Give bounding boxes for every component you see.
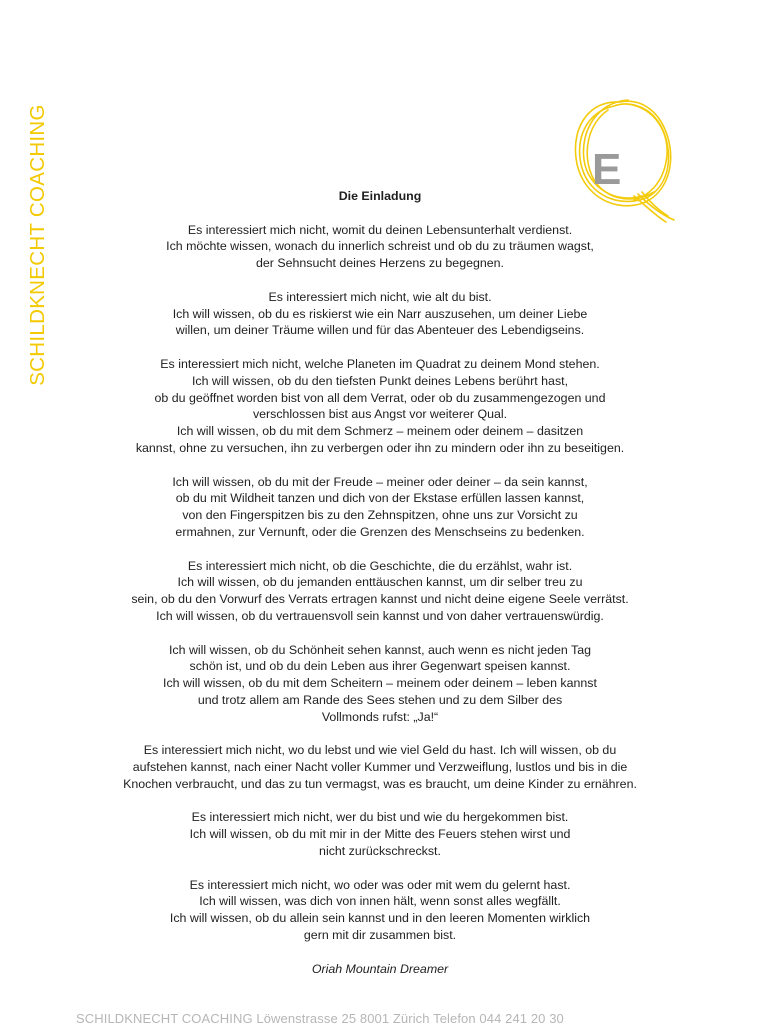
poem-line: Ich will wissen, ob du mit dem Schmerz – meinem oder deinem – dasitzen <box>176 424 584 439</box>
poem-author: Oriah Mountain Dreamer <box>311 961 449 976</box>
poem-stanza <box>100 222 660 272</box>
poem-stanzas <box>100 222 660 944</box>
poem-line: Ich will wissen, ob du vertrauensvoll sein kannst und von daher vertrauenswürdig. <box>156 608 604 623</box>
poem-line: ob du geöffnet worden bist von all dem Verrat, oder ob du zusammengezogen und <box>154 390 606 405</box>
poem-line: verschlossen bist aus Angst vor weiterer Qual. <box>252 407 508 422</box>
poem-line: ermahnen, zur Vernunft, oder die Grenzen des Menschseins zu bedenken. <box>175 524 585 539</box>
poem-line: Vollmonds rufst: „Ja!“ <box>321 709 439 724</box>
poem-line: nicht zurückschreckst. <box>319 844 441 859</box>
poem-line: Ich will wissen, ob du mit dem Scheitern – meinem oder deinem – leben kannst <box>163 676 597 691</box>
poem-line: von den Fingerspitzen bis zu den Zehnspitzen, ohne uns zur Vorsicht zu <box>182 508 578 523</box>
poem-stanza <box>100 742 660 792</box>
poem-line: Ich will wissen, ob du allein sein kannst und in den leeren Momenten wirklich <box>169 911 591 926</box>
logo-letter: E <box>592 145 622 194</box>
poem-line: aufstehen kannst, nach einer Nacht voller Kummer und Verzweiflung, lustlos und bis in die <box>132 760 628 775</box>
poem-line: Ich will wissen, ob du jemanden enttäuschen kannst, um dir selber treu zu <box>177 575 583 590</box>
poem-title: Die Einladung <box>338 189 422 203</box>
poem-line: Es interessiert mich nicht, wo oder was oder mit wem du gelernt hast. <box>189 877 571 892</box>
poem-stanza <box>100 474 660 541</box>
poem-line: Knochen verbraucht, und das zu tun vermagst, was es braucht, um deine Kinder zu ernähren. <box>123 776 637 791</box>
poem-stanza <box>100 289 660 339</box>
poem-line: schön ist, und ob du dein Leben aus ihrer Gegenwart speisen kannst. <box>189 659 571 674</box>
poem-line: willen, um deiner Träume willen und für das Abenteuer des Lebendigseins. <box>175 323 585 338</box>
poem-line: Es interessiert mich nicht, ob die Geschichte, die du erzählst, wahr ist. <box>187 558 573 573</box>
poem-line: der Sehnsucht deines Herzens zu begegnen. <box>256 256 504 271</box>
poem-line: ob du mit Wildheit tanzen und dich von der Ekstase erfüllen lassen kannst, <box>175 491 585 506</box>
poem-line: und trotz allem am Rande des Sees stehen und zu dem Silber des <box>197 692 563 707</box>
poem-line: kannst, ohne zu versuchen, ihn zu verbergen oder ihn zu mindern oder ihn zu beseitigen. <box>135 440 625 455</box>
side-brand-text: SCHILDKNECHT COACHING <box>26 104 49 386</box>
poem-line: Ich will wissen, ob du den tiefsten Punkt deines Lebens berührt hast, <box>191 373 569 388</box>
poem <box>100 188 660 977</box>
poem-stanza <box>100 642 660 726</box>
poem-line: Es interessiert mich nicht, wo du lebst und wie viel Geld du hast. Ich will wissen, ob du <box>143 743 617 758</box>
poem-stanza <box>100 809 660 859</box>
side-brand-label <box>24 100 52 390</box>
poem-line: Es interessiert mich nicht, wie alt du bist. <box>268 289 492 304</box>
poem-line: Ich will wissen, ob du mit der Freude – meiner oder deiner – da sein kannst, <box>172 474 588 489</box>
poem-line: Es interessiert mich nicht, womit du deinen Lebensunterhalt verdienst. <box>187 222 573 237</box>
poem-line: Ich will wissen, ob du es riskierst wie ein Narr auszusehen, um deiner Liebe <box>172 306 588 321</box>
poem-line: gern mit dir zusammen bist. <box>303 928 457 943</box>
footer-address: SCHILDKNECHT COACHING Löwenstrasse 25 8001 Zürich Telefon 044 241 20 30 <box>76 1011 564 1026</box>
poem-line: sein, ob du den Vorwurf des Verrats ertragen kannst und nicht deine eigene Seele verrätst. <box>131 592 629 607</box>
poem-stanza <box>100 558 660 625</box>
poem-stanza <box>100 877 660 944</box>
poem-stanza <box>100 356 660 457</box>
poem-line: Es interessiert mich nicht, wer du bist und wie du hergekommen bist. <box>191 810 569 825</box>
poem-line: Es interessiert mich nicht, welche Planeten im Quadrat zu deinem Mond stehen. <box>160 356 600 371</box>
poem-line: Ich will wissen, was dich von innen hält, wenn sonst alles wegfällt. <box>199 894 561 909</box>
poem-line: Ich möchte wissen, wonach du innerlich schreist und ob du zu träumen wagst, <box>166 239 594 254</box>
poem-line: Ich will wissen, ob du Schönheit sehen kannst, auch wenn es nicht jeden Tag <box>168 642 591 657</box>
poem-line: Ich will wissen, ob du mit mir in der Mitte des Feuers stehen wirst und <box>189 827 571 842</box>
